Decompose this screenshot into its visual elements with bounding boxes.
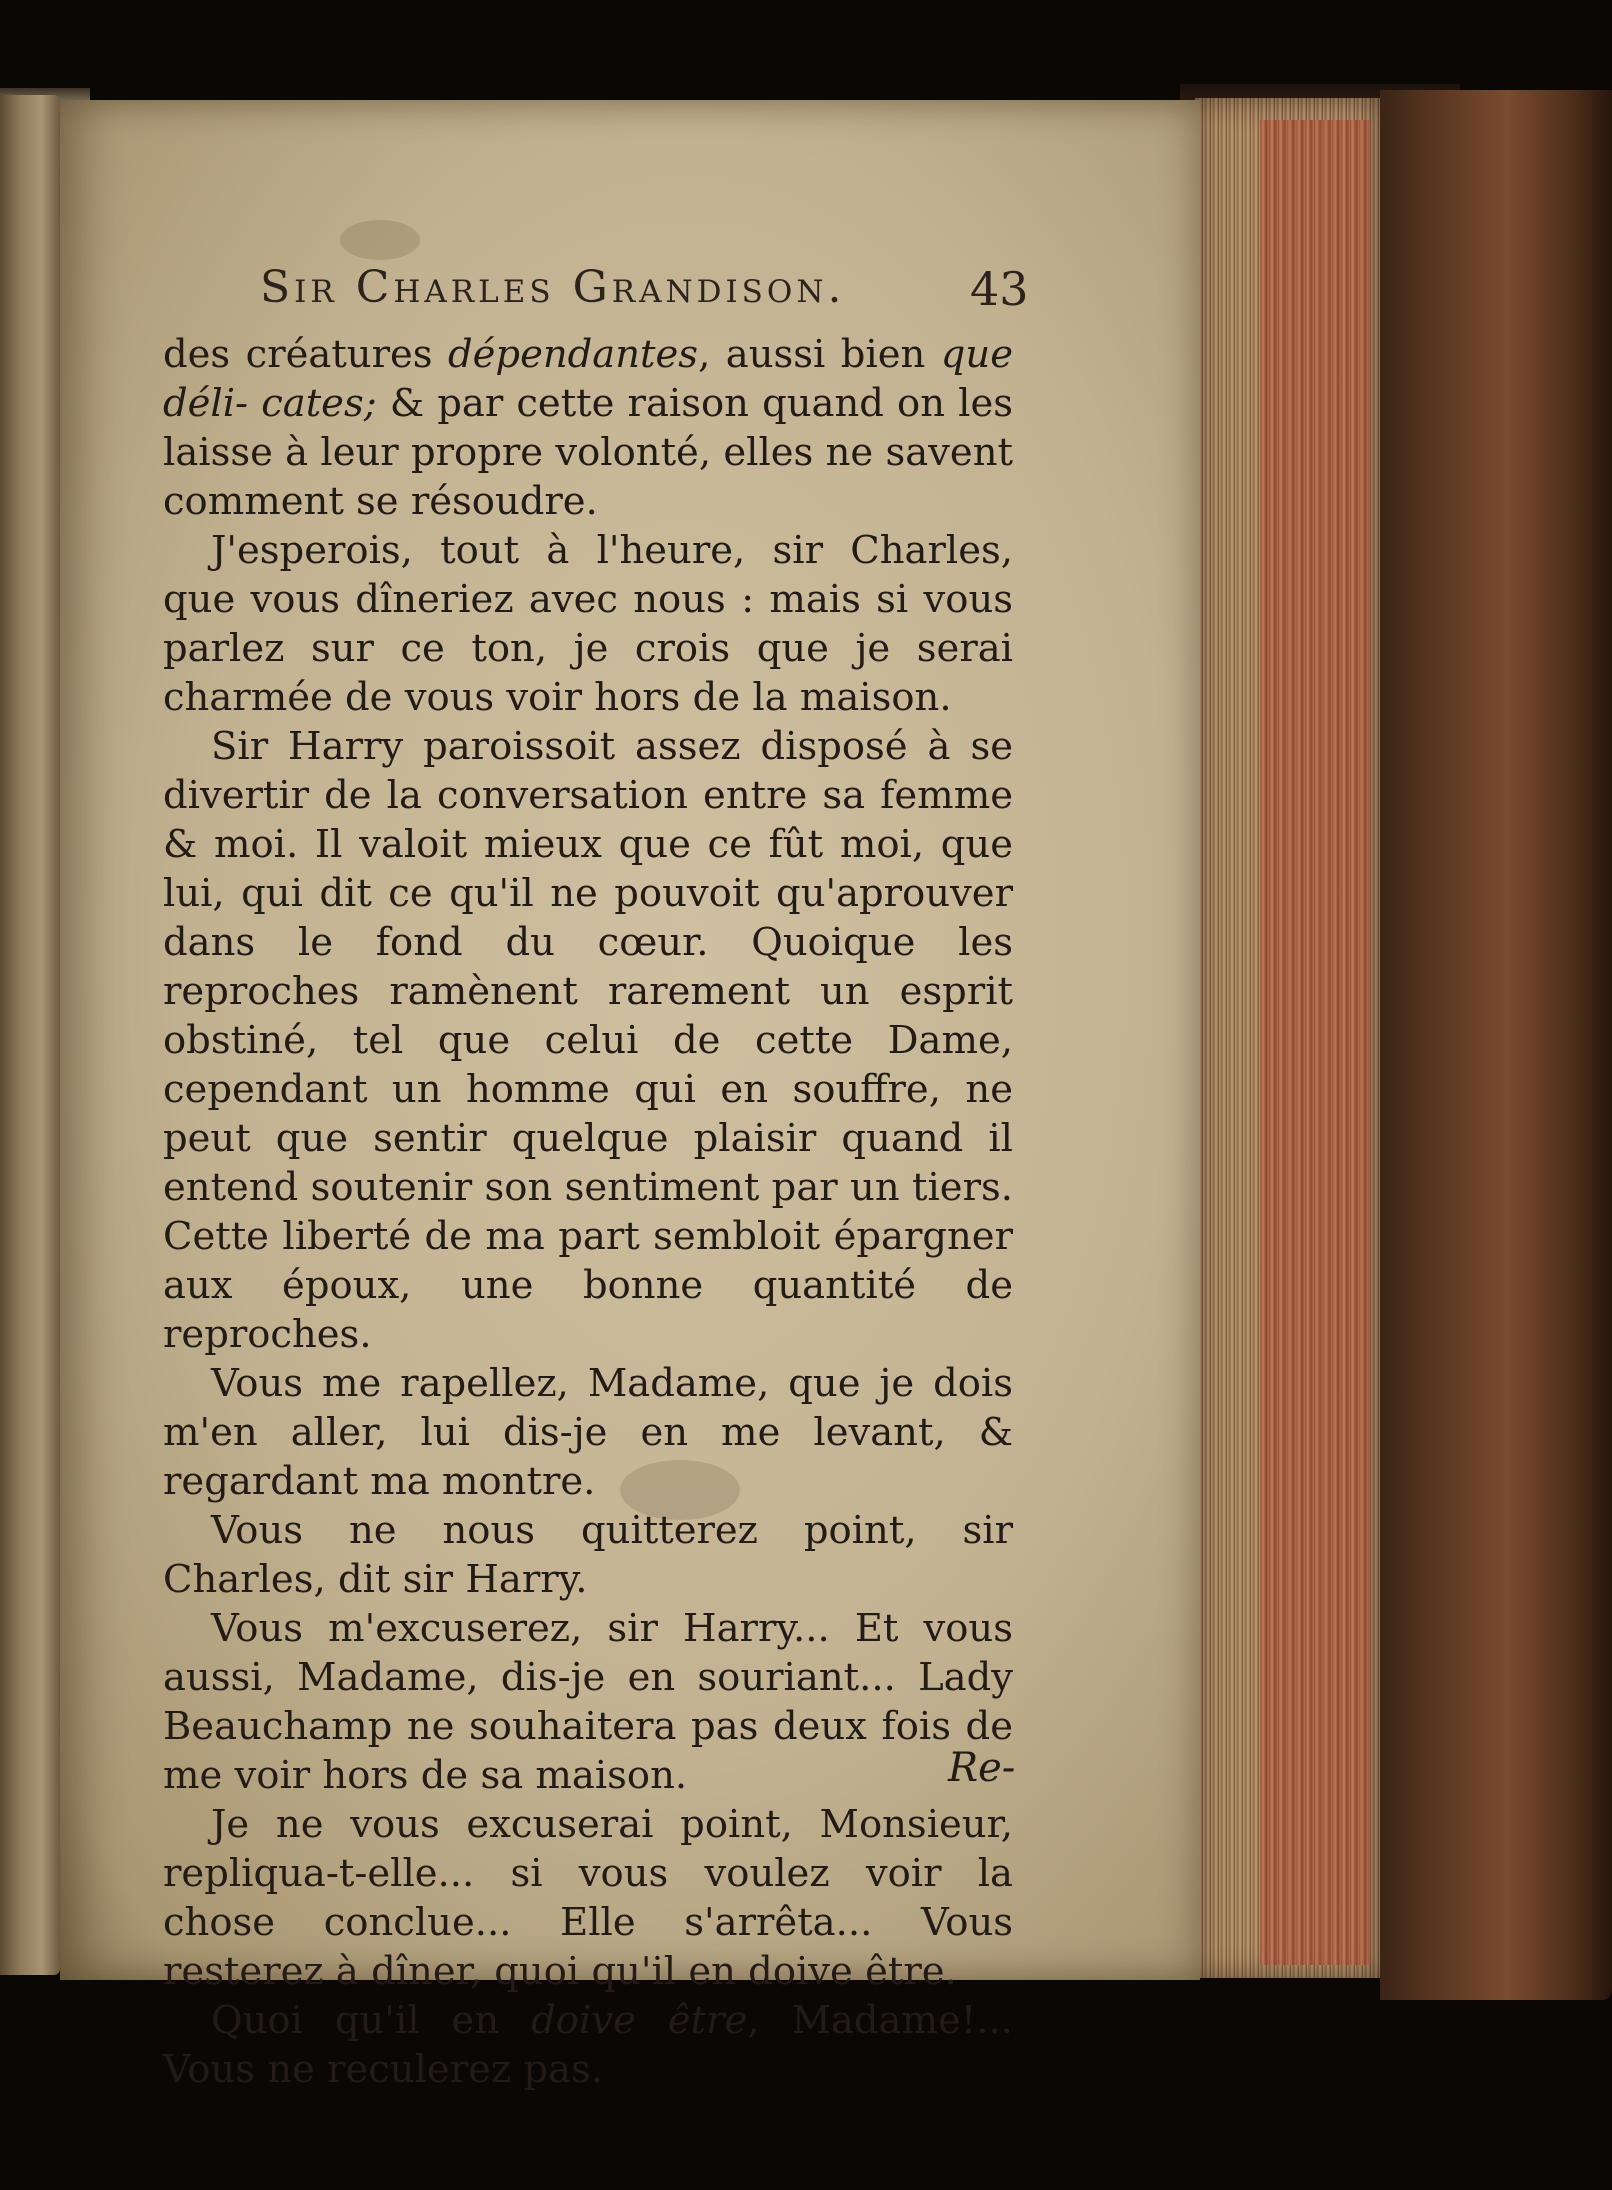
paragraph bbox=[163, 330, 1013, 526]
text-run: , aussi bien bbox=[698, 332, 941, 377]
text-run: des créatures bbox=[163, 332, 448, 377]
page-smudge bbox=[340, 220, 420, 260]
paragraph: Vous me rapellez, Madame, que je dois m'en aller, lui dis-je en me levant, & regardant ma montre. bbox=[163, 1361, 1013, 1504]
paragraph bbox=[163, 1996, 1013, 2094]
text-run: , Madame!... Vous ne reculerez pas. bbox=[163, 1998, 1013, 2092]
paragraph: Vous ne nous quitterez point, sir Charles, dit sir Harry. bbox=[163, 1508, 1013, 1602]
running-head: Sir Charles Grandison. bbox=[260, 262, 846, 313]
red-edge-stain bbox=[1260, 120, 1370, 1965]
body-text bbox=[163, 330, 1016, 2094]
italic-run: que déli- cates; bbox=[163, 332, 1013, 426]
italic-run: doive être bbox=[531, 1998, 748, 2043]
italic-run: dépendantes bbox=[448, 332, 699, 377]
paragraph: J'esperois, tout à l'heure, sir Charles, que vous dîneriez avec nous : mais si vous parlez sur ce ton, je crois que je serai charmée de vous voir hors de la maison. bbox=[163, 528, 1013, 720]
paragraph: Je ne vous excuserai point, Monsieur, repliqua-t-elle... si vous voulez voir la chose conclue... Elle s'arrêta... Vous resterez à dîner, quoi qu'il en doive être. bbox=[163, 1802, 1013, 1994]
leather-cover bbox=[1380, 90, 1612, 2000]
page-number: 43 bbox=[970, 262, 1029, 316]
catchword: Re- bbox=[948, 1745, 1016, 1791]
text-run: Quoi qu'il en bbox=[211, 1998, 532, 2043]
text-run: & par cette raison quand on les laisse à leur propre volonté, elles ne savent comment se résoudre. bbox=[163, 381, 1013, 524]
paragraph: Sir Harry paroissoit assez disposé à se divertir de la conversation entre sa femme & moi. Il valoit mieux que ce fût moi, que lui, qui dit ce qu'il ne pouvoit qu'aprouver dans le fond du cœur. Quoique les reproches ramènent rarement un esprit obstiné, tel que celui de cette Dame, cependant un homme qui en souffre, ne peut que sentir quelque plaisir quand il entend soutenir son sentiment par un tiers. Cette liberté de ma part sembloit épargner aux époux, une bonne quantité de reproches. bbox=[163, 724, 1013, 1357]
paragraph: Vous m'excuserez, sir Harry... Et vous aussi, Madame, dis-je en souriant... Lady Beauchamp ne souhaitera pas deux fois de me voir hors de sa maison. bbox=[163, 1606, 1013, 1798]
previous-page-edge bbox=[0, 95, 60, 1975]
